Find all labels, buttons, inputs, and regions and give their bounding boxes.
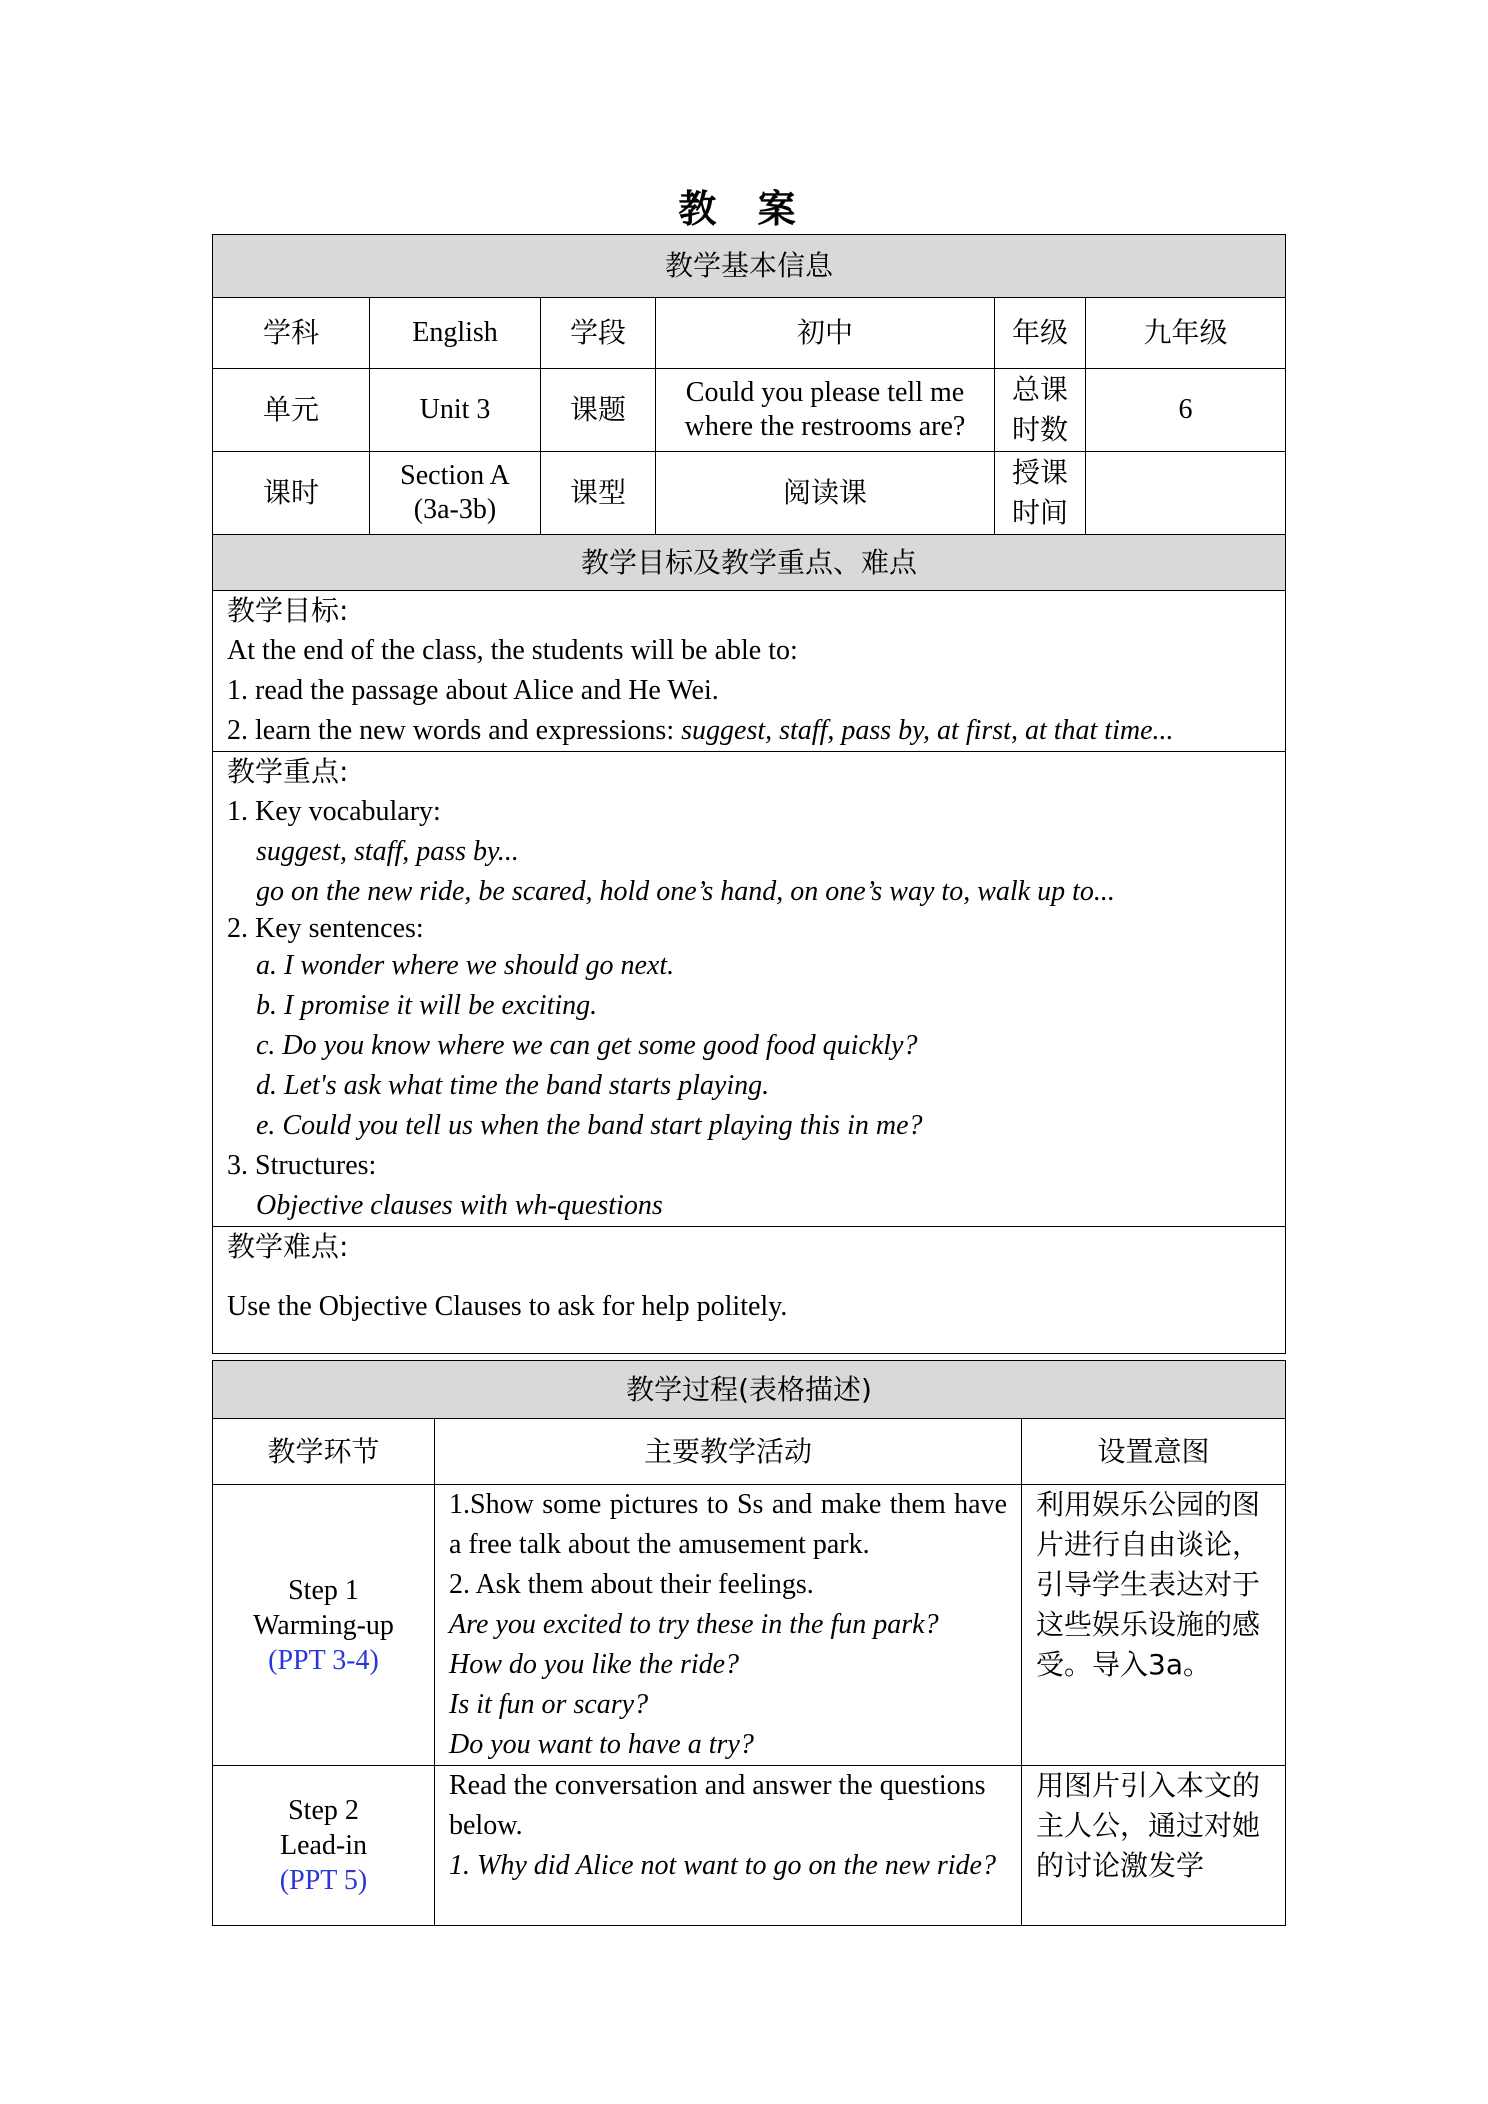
step-ppt-ref: (PPT 5) [279, 1865, 368, 1896]
teach-time-label [995, 452, 1086, 535]
step-stage-cell [213, 1485, 435, 1766]
structures-item: Objective clauses with wh-questions [256, 1190, 663, 1221]
activity-question: How do you like the ride? [449, 1649, 740, 1680]
key-sentence: c. Do you know where we can get some good food quickly? [256, 1030, 918, 1061]
activity-question: Are you excited to try these in the fun park? [449, 1609, 939, 1640]
subject-value: English [370, 298, 541, 369]
key-vocab-item: suggest, staff, pass by... [256, 836, 519, 867]
topic-line: Could you please tell me [685, 377, 965, 408]
activity-question: Is it fun or scary? [449, 1689, 649, 1720]
basic-info-header: 教学基本信息 [213, 235, 1286, 298]
period-line: (3a-3b) [413, 494, 497, 525]
grade-label: 年级 [995, 298, 1086, 369]
activity-question: Do you want to have a try? [449, 1729, 754, 1760]
key-sentences-label: 2. Key sentences: [227, 913, 424, 944]
col-header-stage: 教学环节 [213, 1419, 435, 1485]
basic-info-table [212, 234, 1286, 1354]
total-hours-line: 总课 [1011, 373, 1068, 406]
process-table [212, 1360, 1286, 1926]
teach-time-value [1086, 452, 1286, 535]
key-sentence: d. Let's ask what time the band starts playing. [256, 1070, 770, 1101]
col-header-purpose: 设置意图 [1022, 1419, 1286, 1485]
unit-label: 单元 [213, 369, 370, 452]
step-stage-cell [213, 1766, 435, 1926]
teaching-goals-cell [213, 591, 1286, 752]
key-sentence: b. I promise it will be exciting. [256, 990, 598, 1021]
total-hours-label [995, 369, 1086, 452]
lesson-type-value: 阅读课 [656, 452, 995, 535]
period-label: 课时 [213, 452, 370, 535]
key-vocab-item: go on the new ride, be scared, hold one’s hand, on one’s way to, walk up to... [256, 876, 1115, 907]
lesson-type-label: 课型 [541, 452, 656, 535]
structures-label: 3. Structures: [227, 1150, 377, 1181]
step-number: Step 2 [288, 1795, 359, 1826]
difficulty-cell [213, 1227, 1286, 1354]
key-sentence: a. I wonder where we should go next. [256, 950, 675, 981]
difficulty-text: Use the Objective Clauses to ask for help politely. [227, 1291, 788, 1322]
key-vocab-label: 1. Key vocabulary: [227, 796, 441, 827]
document-title: 教 案 [678, 187, 810, 231]
activity-question: 1. Why did Alice not want to go on the new ride? [449, 1850, 996, 1881]
subject-label: 学科 [213, 298, 370, 369]
step-activity-cell [435, 1766, 1022, 1926]
topic-line: where the restrooms are? [684, 411, 966, 442]
step-stage: Lead-in [279, 1830, 368, 1861]
goal-item [227, 711, 1271, 751]
unit-value: Unit 3 [370, 369, 541, 452]
step-ppt-ref: (PPT 3-4) [268, 1644, 379, 1676]
grade-value: 九年级 [1086, 298, 1286, 369]
step-number: Step 1 [288, 1574, 359, 1606]
key-points-cell [213, 752, 1286, 1227]
teach-time-line: 时间 [1011, 496, 1068, 529]
goals-intro: At the end of the class, the students will be able to: [227, 635, 798, 666]
goal2-items: suggest, staff, pass by, at first, at that time... [681, 715, 1174, 746]
step-stage: Warming-up [253, 1609, 394, 1641]
activity-text: 1.Show some pictures to Ss and make them have a free talk about the amusement park. [449, 1489, 1007, 1560]
period-line: Section A [400, 460, 510, 491]
process-header: 教学过程(表格描述) [213, 1361, 1286, 1419]
stage-value: 初中 [656, 298, 995, 369]
period-value [370, 452, 541, 535]
topic-value [656, 369, 995, 452]
goal-item: 1. read the passage about Alice and He Wei. [227, 675, 719, 706]
teach-time-line: 授课 [1011, 456, 1068, 489]
step-activity-cell [435, 1485, 1022, 1766]
goal2-prefix: 2. learn the new words and expressions: [227, 715, 682, 746]
objectives-header: 教学目标及教学重点、难点 [213, 535, 1286, 591]
col-header-activity: 主要教学活动 [435, 1419, 1022, 1485]
total-hours-line: 时数 [1011, 413, 1068, 446]
key-sentence: e. Could you tell us when the band start playing this in me? [256, 1110, 923, 1141]
step-purpose-cell: 用图片引入本文的主人公，通过对她的讨论激发学 [1022, 1766, 1286, 1926]
topic-label: 课题 [541, 369, 656, 452]
activity-text: 2. Ask them about their feelings. [449, 1569, 814, 1600]
activity-text: Read the conversation and answer the questions below. [449, 1770, 986, 1841]
total-hours-value: 6 [1086, 369, 1286, 452]
step-purpose-cell: 利用娱乐公园的图片进行自由谈论，引导学生表达对于这些娱乐设施的感受。导入3a。 [1022, 1485, 1286, 1766]
difficulty-label: 教学难点: [227, 1230, 349, 1263]
goals-label: 教学目标: [227, 594, 349, 627]
key-points-label: 教学重点: [227, 755, 349, 788]
stage-label: 学段 [541, 298, 656, 369]
